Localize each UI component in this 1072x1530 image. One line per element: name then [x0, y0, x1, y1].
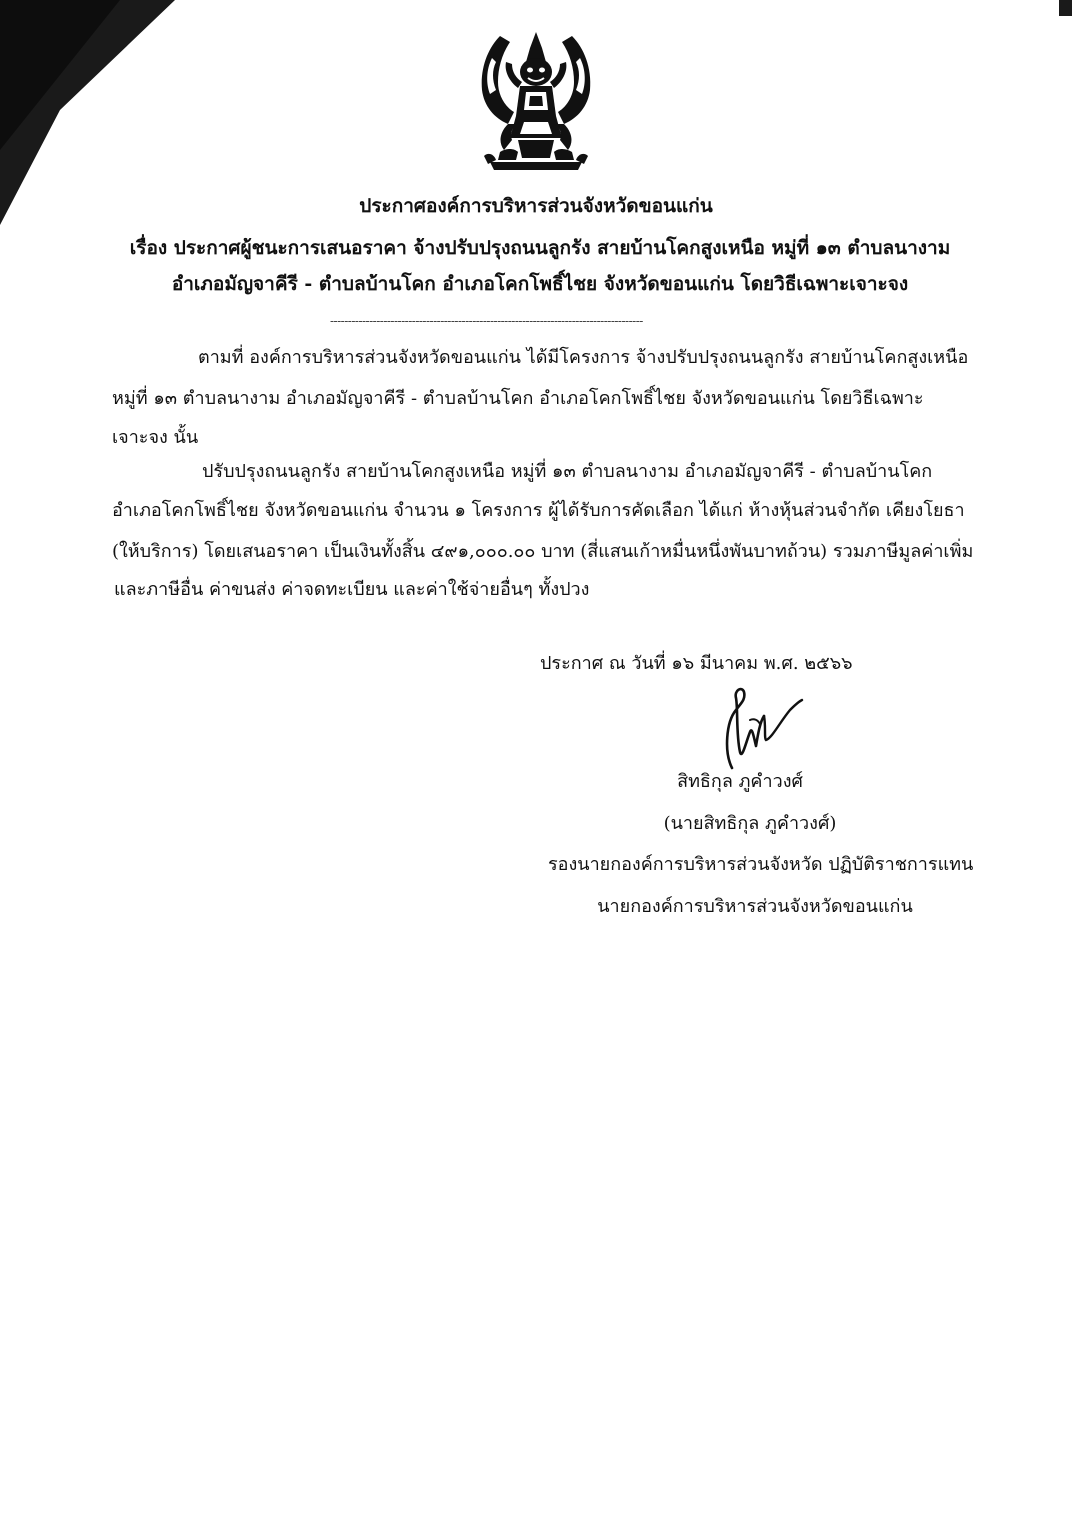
signer-position-line-1: รองนายกองค์การบริหารส่วนจังหวัด ปฏิบัติราชการแทน — [548, 854, 974, 875]
signer-name-printed: สิทธิกุล ภูคำวงศ์ — [677, 771, 803, 792]
paragraph-2-line-2: อำเภอโคกโพธิ์ไชย จังหวัดขอนแก่น จำนวน ๑ โครงการ ผู้ได้รับการคัดเลือก ได้แก่ ห้างหุ้นส่วนจำกัด เคียงโยธา — [112, 500, 965, 521]
paragraph-1-line-1: ตามที่ องค์การบริหารส่วนจังหวัดขอนแก่น ได้มีโครงการ จ้างปรับปรุงถนนลูกรัง สายบ้านโคกสูงเหนือ — [198, 347, 969, 368]
handwritten-signature — [706, 682, 806, 778]
announcement-date: ประกาศ ณ วันที่ ๑๖ มีนาคม พ.ศ. ๒๕๖๖ — [540, 653, 853, 674]
paragraph-2-line-3: (ให้บริการ) โดยเสนอราคา เป็นเงินทั้งสิ้น ๔๙๑,๐๐๐.๐๐ บาท (สี่แสนเก้าหมื่นหนึ่งพันบาทถ้วน) รวมภาษีมูลค่าเพิ่ม — [112, 541, 974, 562]
paragraph-2-line-4: และภาษีอื่น ค่าขนส่ง ค่าจดทะเบียน และค่าใช้จ่ายอื่นๆ ทั้งปวง — [114, 579, 590, 600]
subject-line-1: เรื่อง ประกาศผู้ชนะการเสนอราคา จ้างปรับปรุงถนนลูกรัง สายบ้านโคกสูงเหนือ หมู่ที่ ๑๓ ตำบลนางาม — [129, 237, 951, 259]
separator-line: ---------------------------------------------------------------------------------------- — [330, 314, 643, 328]
paragraph-2-line-1: ปรับปรุงถนนลูกรัง สายบ้านโคกสูงเหนือ หมู่ที่ ๑๓ ตำบลนางาม อำเภอมัญจาคีรี - ตำบลบ้านโคก — [202, 461, 933, 482]
announcement-title: ประกาศองค์การบริหารส่วนจังหวัดขอนแก่น — [359, 195, 713, 217]
paragraph-1-line-2: หมู่ที่ ๑๓ ตำบลนางาม อำเภอมัญจาคีรี - ตำบลบ้านโคก อำเภอโคกโพธิ์ไชย จังหวัดขอนแก่น โดยวิธีเฉพาะ — [112, 388, 924, 409]
paragraph-1-line-3: เจาะจง นั้น — [112, 427, 199, 448]
garuda-emblem-icon — [470, 28, 602, 178]
signer-position-line-2: นายกองค์การบริหารส่วนจังหวัดขอนแก่น — [597, 896, 913, 917]
subject-line-2: อำเภอมัญจาคีรี - ตำบลบ้านโคก อำเภอโคกโพธิ์ไชย จังหวัดขอนแก่น โดยวิธีเฉพาะเจาะจง — [171, 273, 909, 295]
signer-full-name: (นายสิทธิกุล ภูคำวงศ์) — [663, 813, 837, 834]
